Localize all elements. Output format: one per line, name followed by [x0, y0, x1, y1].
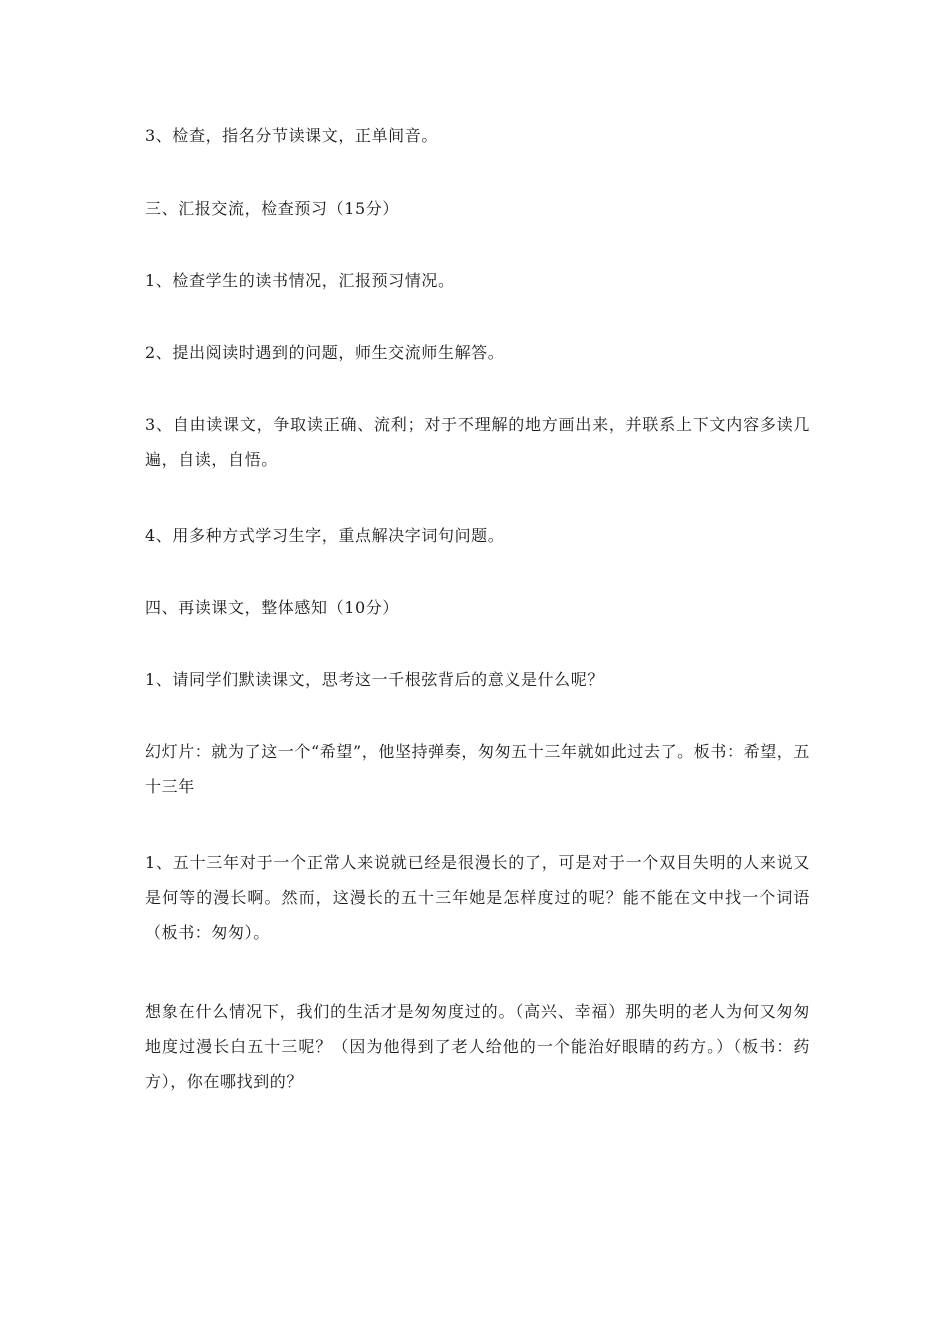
heading-section-four: 四、再读课文，整体感知（10分）	[145, 598, 399, 617]
paragraph-check-reading: 3、检查，指名分节读课文，正单间音。	[145, 126, 438, 145]
paragraph-slide-hope: 幻灯片：就为了这一个“希望”，他坚持弹奏，匆匆五十三年就如此过去了。板书：希望，五十三年	[145, 742, 810, 796]
paragraph-report-preview: 1、检查学生的读书情况，汇报预习情况。	[145, 271, 455, 290]
paragraph-silent-reading: 1、请同学们默读课文，思考这一千根弦背后的意义是什么呢？	[145, 670, 604, 689]
paragraph-raise-questions: 2、提出阅读时遇到的问题，师生交流师生解答。	[145, 343, 505, 362]
paragraph-learn-characters: 4、用多种方式学习生字，重点解决字词句问题。	[145, 526, 505, 545]
paragraph-free-reading: 3、自由读课文，争取读正确、流利；对于不理解的地方画出来，并联系上下文内容多读几遍，自读，自悟。	[145, 415, 810, 469]
paragraph-fifty-three-years: 1、五十三年对于一个正常人来说就已经是很漫长的了，可是对于一个双目失明的人来说又是何等的漫长啊。然而，这漫长的五十三年她是怎样度过的呢？能不能在文中找一个词语（板书：匆匆）。	[145, 853, 810, 942]
heading-section-three: 三、汇报交流，检查预习（15分）	[145, 199, 399, 218]
paragraph-imagine-life: 想象在什么情况下，我们的生活才是匆匆度过的。（高兴、幸福）那失明的老人为何又匆匆地度过漫长白五十三呢？（因为他得到了老人给他的一个能治好眼睛的药方。）（板书：药方），你在哪找到的？	[145, 1002, 810, 1091]
